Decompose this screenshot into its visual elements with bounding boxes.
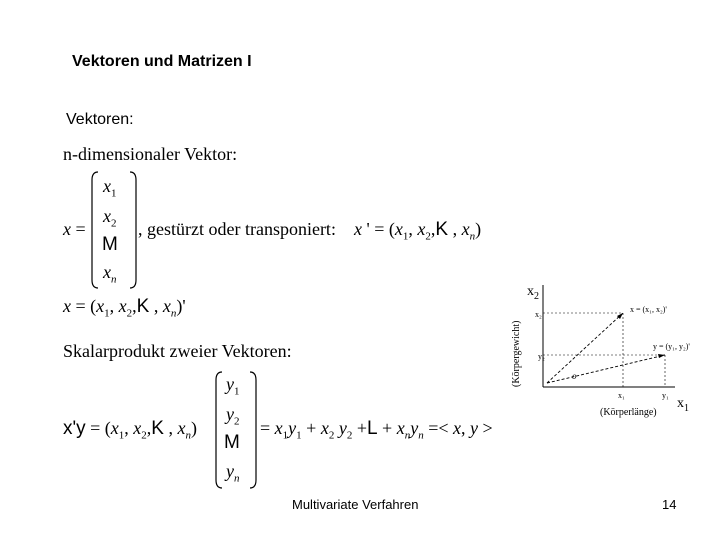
transposed-label: gestürzt oder transponiert:	[147, 219, 336, 239]
x-vdots: M	[102, 234, 118, 255]
scalar-product-label: Skalarprodukt zweier Vektoren:	[63, 341, 292, 361]
vector-x-label: x = (x₁, x₂)'	[630, 305, 667, 314]
x-entry-2: $x_2$	[103, 206, 117, 230]
x-transposed: x ' = ($x_1$, $x_2,K$ , $x_n$)	[354, 219, 482, 243]
x-row-vector: $x = (x_1$, $x_2,K$ , $x_n)'$	[63, 296, 186, 320]
axis-x-label: $x_1$	[677, 396, 689, 414]
x-equals: x =	[63, 219, 86, 239]
y-vdots: M	[224, 432, 240, 453]
section-heading: Vektoren:	[66, 111, 134, 128]
vector-y-label: y = (y₁, y₂)'	[653, 342, 690, 351]
vector-x-arrow	[547, 313, 623, 383]
origin-label: o	[572, 371, 577, 381]
tick-y1: y₁	[662, 391, 669, 400]
y-entry-1: $y_1$	[226, 374, 240, 398]
scalar-rhs: = $x_1y_1 + x_2$ $y_2 +L + x_ny_n =< x$, y >	[260, 418, 493, 442]
weight-label: (Körpergewicht)	[511, 320, 522, 387]
footer-label: Multivariate Verfahren	[292, 497, 419, 512]
y-entry-n: $y_n$	[226, 461, 240, 485]
axis-y-label: $x_2$	[527, 284, 539, 302]
tick-x1: x₁	[618, 391, 625, 400]
x-entry-1: $x_1$	[103, 176, 117, 200]
scalar-lhs: $x'y = (x_1$, $x_2,K$ , $x_n$)	[63, 418, 197, 442]
comma: ,	[138, 219, 143, 239]
ndim-label: n-dimensionaler Vektor:	[63, 144, 238, 164]
page-number: 14	[662, 497, 677, 512]
length-label: (Körperlänge)	[600, 407, 657, 418]
vector-y-arrowhead	[658, 354, 665, 358]
x-entry-n: $x_n$	[103, 262, 117, 286]
y-entry-2: $y_2$	[226, 404, 240, 428]
vector-figure	[505, 275, 715, 425]
tick-x2: x₂	[535, 310, 542, 319]
vector-y-arrow	[547, 355, 665, 383]
slide-title: Vektoren und Matrizen I	[72, 53, 252, 70]
tick-y2: y₂	[538, 352, 545, 361]
